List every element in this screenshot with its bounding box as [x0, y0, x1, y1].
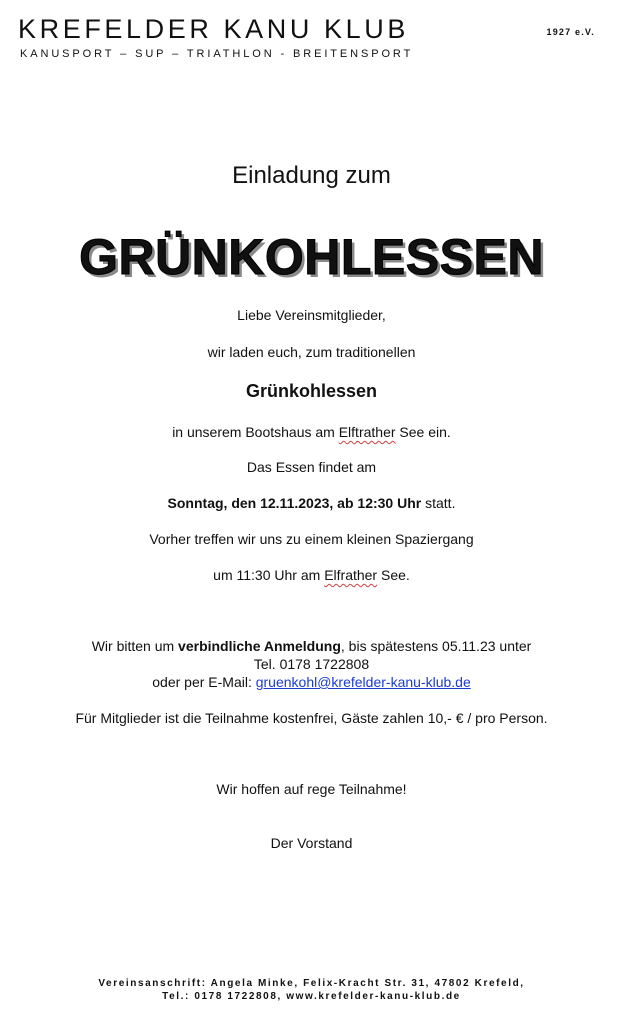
club-name: KREFELDER KANU KLUB: [18, 14, 409, 44]
signature: Der Vorstand: [270, 835, 353, 851]
email-label: oder per E-Mail:: [152, 674, 256, 690]
registration-line: [0, 638, 623, 654]
location-line: [0, 424, 623, 440]
location-pre: in unserem Bootshaus am: [172, 424, 339, 440]
registration-phone: Tel. 0178 1722808: [253, 656, 370, 672]
location-lake: Elftrather: [338, 424, 396, 440]
walk-time-post: See.: [377, 567, 410, 583]
walk-lake: Elfrather: [324, 567, 378, 583]
registration-email-line: [0, 674, 623, 690]
founded-year: 1927 e.V.: [546, 27, 595, 37]
invitation-line: wir laden euch, zum traditionellen: [207, 344, 416, 360]
footer-contact: Tel.: 0178 1722808, www.krefelder-kanu-klub.de: [162, 991, 461, 1002]
disciplines-tagline: KANUSPORT – SUP – TRIATHLON - BREITENSPORT: [20, 48, 414, 60]
email-link[interactable]: gruenkohl@krefelder-kanu-klub.de: [255, 674, 471, 690]
event-title: GRÜNKOHLESSEN: [79, 229, 544, 285]
fee-info: Für Mitglieder ist die Teilnahme kostenfrei, Gäste zahlen 10,- € / pro Person.: [75, 710, 548, 726]
registration-bold: verbindliche Anmeldung: [178, 638, 341, 654]
invitation-intro: Einladung zum: [232, 162, 391, 189]
location-post: See ein.: [395, 424, 451, 440]
footer-address: Vereinsanschrift: Angela Minke, Felix-Kracht Str. 31, 47802 Krefeld,: [98, 978, 525, 989]
registration-pre: Wir bitten um: [91, 638, 179, 654]
date-line: [0, 495, 623, 511]
walk-time-pre: um 11:30 Uhr am: [213, 567, 325, 583]
event-date: Sonntag, den 12.11.2023, ab 12:30 Uhr: [167, 495, 422, 511]
registration-post: , bis spätestens 05.11.23 unter: [340, 638, 532, 654]
walk-line: Vorher treffen wir uns zu einem kleinen Spaziergang: [149, 531, 474, 547]
meal-intro: Das Essen findet am: [246, 459, 377, 475]
closing-hope: Wir hoffen auf rege Teilnahme!: [216, 781, 407, 797]
event-name: Grünkohlessen: [245, 381, 378, 401]
date-post: statt.: [421, 495, 456, 511]
walk-time-line: [0, 567, 623, 583]
greeting: Liebe Vereinsmitglieder,: [237, 307, 386, 323]
